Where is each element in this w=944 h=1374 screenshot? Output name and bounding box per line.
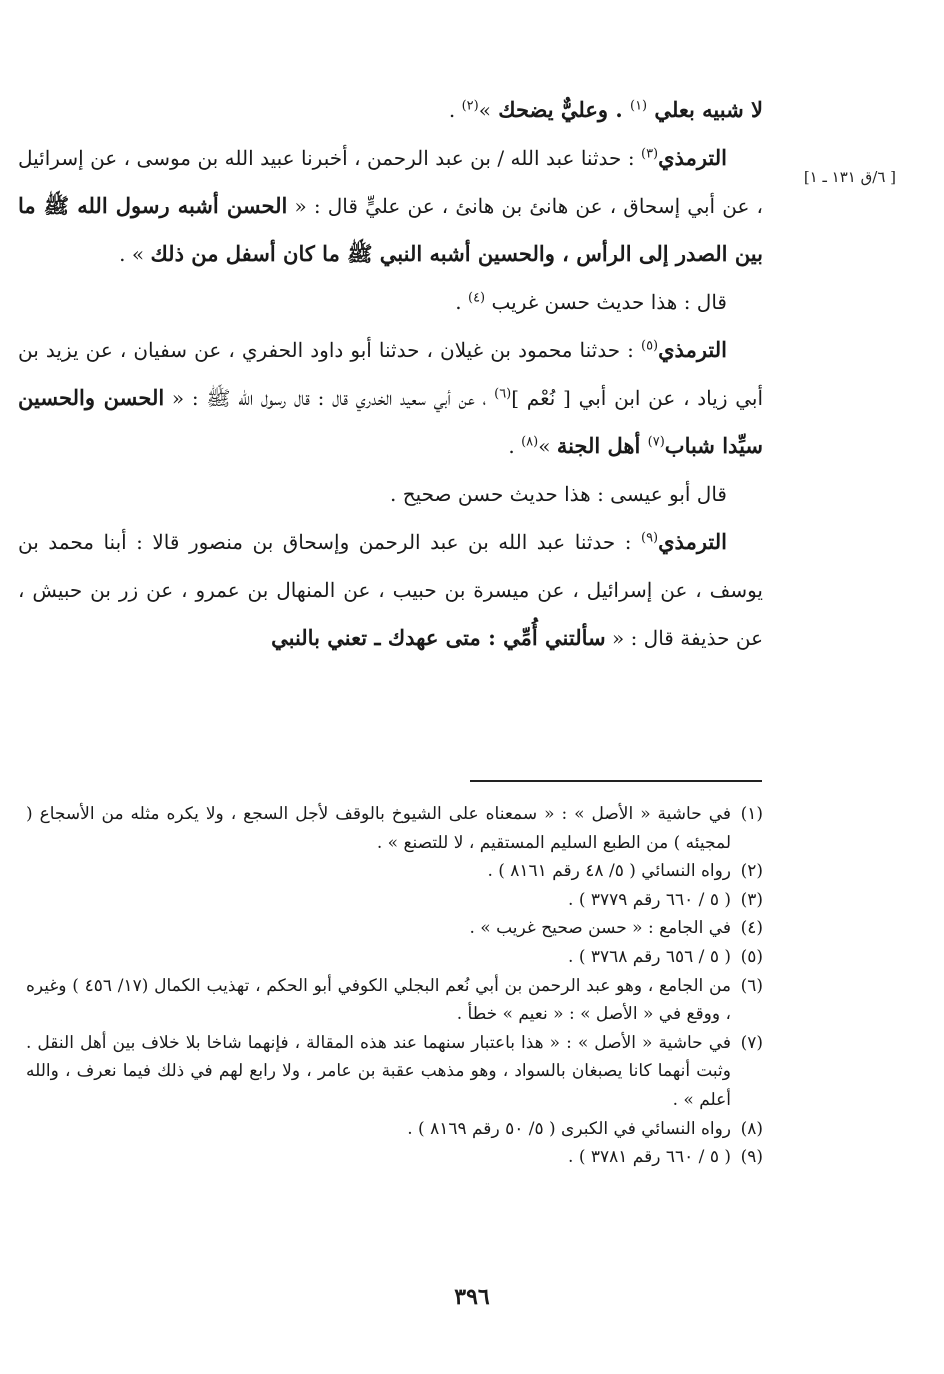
footnote-number: (٣) — [740, 889, 763, 910]
footnote-number: (١) — [740, 804, 763, 824]
narration-text: : حدثنا عبد الله بن عبد الرحمن وإسحاق بن منصور قالا : أبنا محمد بن يوسف ، عن إسرائيل ، عن ميسرة بن حبيب ، عن المنهال بن عمرو ، عن زر بن حبيش ، عن حذيفة قال : « — [18, 530, 763, 650]
footnote — [26, 1029, 763, 1115]
footnote-ref[interactable]: (٩) — [640, 530, 659, 546]
paragraph — [18, 326, 763, 470]
narration-text: قال : هذا حديث حسن غريب — [485, 290, 727, 314]
footnote-text: في الجامع : « حسن صحيح غريب » . — [469, 918, 731, 939]
narration-text: . — [455, 290, 468, 314]
narration-text: قال أبو عيسى : هذا حديث حسن صحيح . — [389, 482, 727, 506]
footnote-ref[interactable]: (٤) — [467, 290, 486, 306]
footnote-number: (٧) — [740, 1032, 763, 1053]
footnote — [26, 914, 763, 943]
footnote-number: (٤) — [740, 918, 763, 939]
narration-text: » — [538, 434, 557, 458]
paragraph — [18, 518, 763, 662]
footnote-text: من الجامع ، وهو عبد الرحمن بن أبي نُعم البجلي الكوفي أبو الحكم ، تهذيب الكمال (١٧/ ٤٥٦ ) وغيره ، ووقع في « الأصل » : « نعيم » خطأ . — [26, 975, 731, 1025]
footnote-ref[interactable]: (٨) — [521, 434, 539, 450]
hadith-text: الترمذي — [658, 145, 727, 170]
hadith-text: الحسن أشبه رسول الله ﷺ ما بين الصدر إلى الرأس ، والحسين أشبه النبي ﷺ ما كان أسفل من ذلك — [18, 193, 763, 266]
footnote-ref[interactable]: (٣) — [640, 146, 659, 162]
hadith-text: . وعليٌّ يضحك — [490, 97, 630, 122]
footnote-text: رواه النسائي ( ٥/ ٤٨ رقم ٨١٦١ ) . — [487, 861, 731, 882]
footnote — [26, 972, 763, 1029]
footnotes — [26, 800, 763, 1172]
narration-text: » — [478, 98, 491, 122]
hadith-text: لا شبيه بعلي — [647, 97, 763, 122]
footnote-number: (٩) — [740, 1147, 763, 1168]
hadith-text: الترمذي — [658, 529, 727, 554]
margin-manuscript-reference: [ ٦/ق ١٣١ ـ ١] — [803, 168, 896, 186]
hadith-text: الحسن والحسين سيِّدا شباب — [18, 385, 763, 458]
footnote — [26, 886, 763, 915]
footnote-number: (٦) — [740, 975, 763, 996]
narration-text: . — [448, 98, 462, 122]
footnote-text: في حاشية « الأصل » : « هذا باعتبار سنهما عند هذه المقالة ، فإنهما شاخا بلا خلاف بين أهل النقل . وثبت أنهما كانا يصبغان بالسواد ، وهو مذهب عقبة بن عامر ، ولا رابع لهم في ذلك فيما نعرف ، والله أعلم » . — [26, 1032, 731, 1110]
hadith-text: أهل الجنة — [556, 433, 648, 458]
footnote — [26, 857, 763, 886]
narration-text: : حدثنا عبد الله / بن عبد الرحمن ، أخبرنا عبيد الله بن موسى ، عن إسرائيل ، عن أبي إسحاق ، عن هانئ بن هانئ ، عن عليٍّ قال : « — [18, 146, 763, 218]
paragraph — [18, 86, 763, 134]
footnote-text: ( ٥ / ٦٦٠ رقم ٣٧٨١ ) . — [568, 1147, 731, 1168]
footnote-ref[interactable]: (٢) — [461, 98, 479, 114]
footnote-ref[interactable]: (١) — [629, 98, 648, 114]
footnote-ref[interactable]: (٦) — [494, 386, 512, 402]
hadith-text: الترمذي — [658, 337, 727, 362]
footnote-number: (٢) — [740, 861, 763, 882]
footnote-ref[interactable]: (٥) — [640, 338, 659, 354]
footnote — [26, 1143, 763, 1172]
narration-text: : حدثنا محمود بن غيلان ، حدثنا أبو داود الحفري ، عن سفيان ، عن يزيد بن أبي زياد ، عن ابن أبي [ نُعْم ] — [18, 338, 764, 410]
hadith-text: سألتني أُمِّي : متى عهدك ـ تعني بالنبي — [271, 625, 606, 650]
page-number: ٣٩٦ — [454, 1284, 490, 1310]
footnote-text: ( ٥ / ٦٦٠ رقم ٣٧٧٩ ) . — [568, 889, 731, 910]
footnote-ref[interactable]: (٧) — [647, 434, 665, 450]
footnote — [26, 1115, 763, 1144]
footnote — [26, 943, 763, 972]
footnote — [26, 800, 763, 857]
main-text — [18, 86, 763, 662]
footnote-separator — [470, 780, 762, 782]
footnote-text: في حاشية « الأصل » : « سمعناه على الشيوخ بالوقف لأجل السجع ، ولا يكره مثله من الأسجاع ( لمجيئه ) من الطبع السليم المستقيم ، لا للتصنع » . — [26, 804, 731, 853]
paragraph — [18, 470, 763, 518]
footnote-text: ( ٥ / ٦٥٦ رقم ٣٧٦٨ ) . — [568, 946, 731, 967]
footnote-text: رواه النسائي في الكبرى ( ٥/ ٥٠ رقم ٨١٦٩ ) . — [407, 1118, 731, 1139]
narration-text: ، عن أبي سعيد الخدري قال : قال رسول الله ﷺ : « — [164, 386, 495, 410]
paragraph — [18, 278, 763, 326]
footnote-number: (٨) — [740, 1118, 763, 1139]
narration-text: . — [508, 434, 522, 458]
narration-text: » . — [119, 242, 151, 266]
paragraph — [18, 134, 763, 278]
footnote-number: (٥) — [740, 946, 763, 967]
